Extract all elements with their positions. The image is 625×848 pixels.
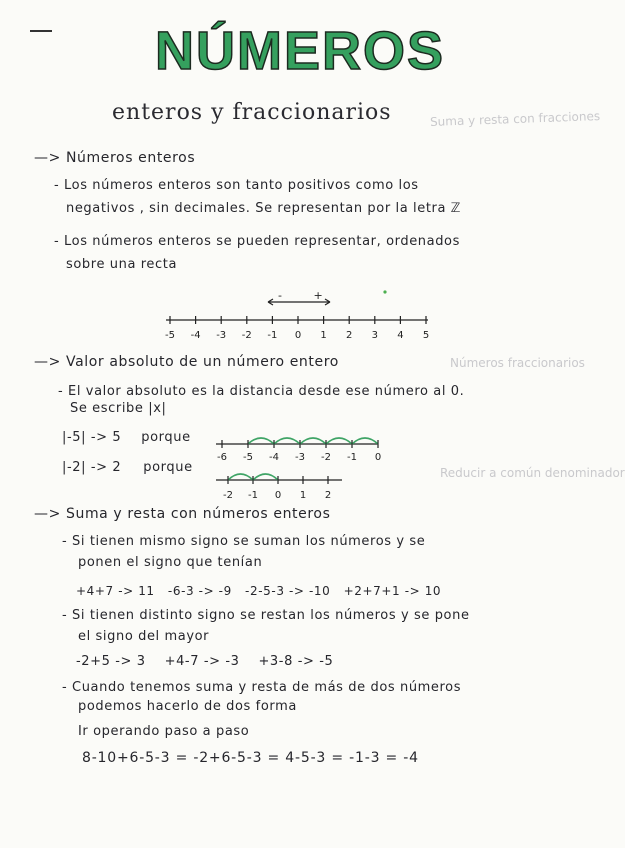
bullet-enteros-2: - Los números enteros se pueden representar, ordenados sobre una recta bbox=[54, 234, 460, 272]
tick-label: 0 bbox=[294, 330, 302, 341]
tick-label: 2 bbox=[346, 330, 353, 341]
arrow-icon: —> bbox=[34, 150, 66, 166]
tick-label: -3 bbox=[295, 452, 305, 463]
tick-label: 3 bbox=[371, 330, 378, 341]
tick-label: -6 bbox=[217, 452, 227, 463]
page-subtitle: enteros y fraccionarios bbox=[112, 100, 392, 125]
tick-label: -4 bbox=[190, 330, 201, 341]
abs-diagram-1 bbox=[212, 428, 392, 466]
jump-arc bbox=[300, 438, 326, 444]
jump-arc bbox=[274, 438, 300, 444]
bullet-valor: - El valor absoluto es la distancia desde ese número al 0. Se escribe |x| bbox=[58, 384, 465, 416]
tick-label: 0 bbox=[274, 490, 282, 501]
tick-label: 1 bbox=[299, 490, 307, 501]
tick-label: -3 bbox=[216, 330, 227, 341]
tick-label: -5 bbox=[243, 452, 253, 463]
section-heading-suma: —> Suma y resta con números enteros bbox=[34, 506, 331, 522]
tick-label: -5 bbox=[165, 330, 175, 341]
tick-label: 4 bbox=[397, 330, 404, 341]
example-same-sign: +4+7 -> 11 -6-3 -> -9 -2-5-3 -> -10 +2+7+1 -> 10 bbox=[76, 584, 442, 598]
abs-example-1: |-5| -> 5 porque bbox=[62, 430, 191, 445]
bullet-suma-3: - Cuando tenemos suma y resta de más de dos números podemos hacerlo de dos forma Ir operando paso a paso bbox=[62, 680, 462, 739]
tick-label: -2 bbox=[241, 330, 252, 341]
abs-diagram-2 bbox=[212, 464, 352, 504]
jump-arc bbox=[326, 438, 352, 444]
tick-label: -1 bbox=[347, 452, 357, 463]
tick-label: 1 bbox=[320, 330, 327, 341]
green-dot bbox=[383, 290, 386, 293]
arrow-icon: —> bbox=[34, 506, 66, 522]
bleed-through-1: Suma y resta con fracciones bbox=[429, 109, 601, 129]
abs-example-2: |-2| -> 2 porque bbox=[62, 460, 193, 475]
example-different-sign: -2+5 -> 3 +4-7 -> -3 +3-8 -> -5 bbox=[76, 654, 334, 669]
bleed-through-2: Números fraccionarios bbox=[450, 356, 585, 370]
bullet-enteros-1: - Los números enteros son tanto positivos como los negativos , sin decimales. Se representan por la letra ℤ bbox=[54, 178, 462, 216]
tick-label: -1 bbox=[267, 330, 278, 341]
tick-label: 5 bbox=[422, 330, 430, 341]
signs-label: - + bbox=[278, 289, 337, 302]
arrow-icon: —> bbox=[34, 354, 66, 370]
tick-label: -2 bbox=[321, 452, 331, 463]
jump-arc bbox=[228, 474, 253, 480]
jump-arc bbox=[253, 474, 278, 480]
tick-label: 2 bbox=[324, 490, 332, 501]
tick-label: -1 bbox=[248, 490, 258, 501]
number-line-diagram bbox=[150, 288, 450, 358]
section-heading-enteros: —> Números enteros bbox=[34, 150, 196, 166]
example-step-by-step: 8-10+6-5-3 = -2+6-5-3 = 4-5-3 = -1-3 = -4 bbox=[82, 750, 419, 766]
bleed-through-3: Reducir a común denominador bbox=[440, 466, 625, 480]
jump-arc bbox=[352, 438, 378, 444]
bullet-suma-2: - Si tienen distinto signo se restan los números y se pone el signo del mayor bbox=[62, 608, 470, 644]
bullet-suma-1: - Si tienen mismo signo se suman los números y se ponen el signo que tenían bbox=[62, 534, 426, 570]
tick-label: -2 bbox=[223, 490, 233, 501]
tick-label: -4 bbox=[269, 452, 279, 463]
tick-label: 0 bbox=[374, 452, 382, 463]
pen-mark bbox=[30, 30, 52, 32]
jump-arc bbox=[248, 438, 274, 444]
section-heading-valor: —> Valor absoluto de un número entero bbox=[34, 354, 339, 370]
page-title: NÚMEROS bbox=[155, 21, 446, 81]
